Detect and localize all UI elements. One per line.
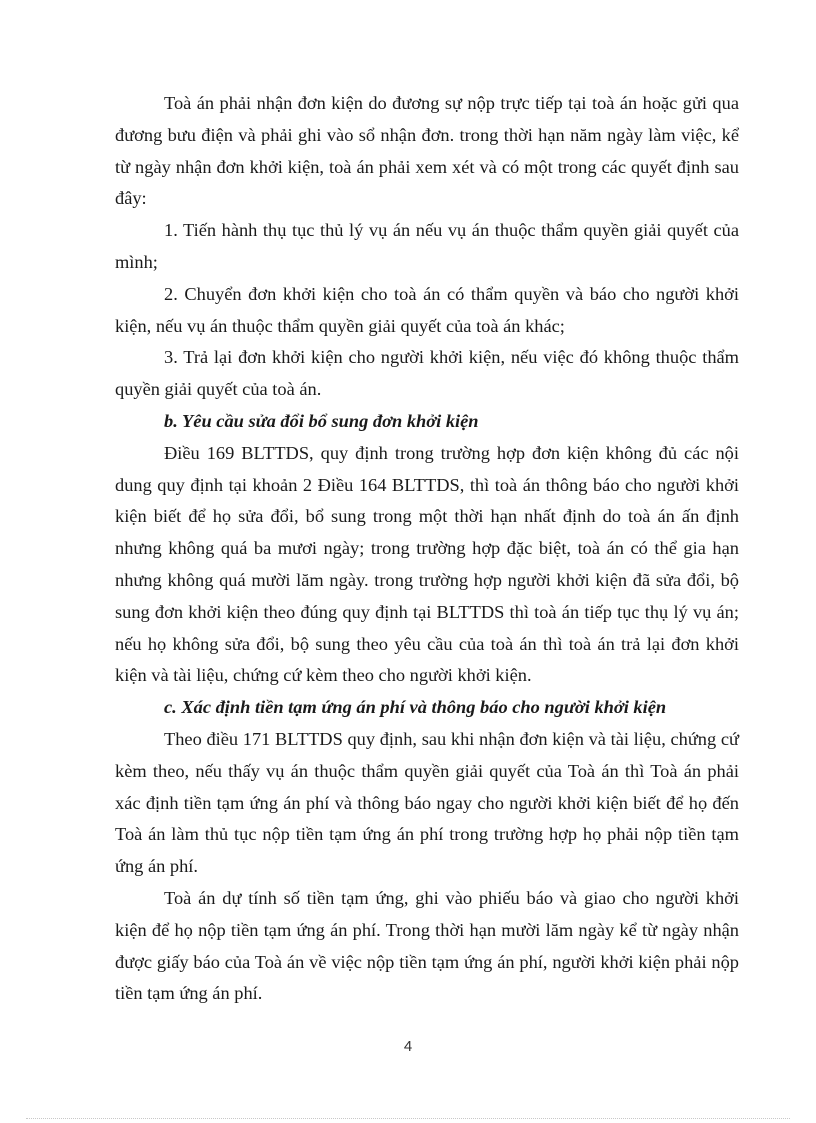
- list-item-accept-case: 1. Tiến hành thụ tục thủ lý vụ án nếu vụ án thuộc thẩm quyền giải quyết của mình;: [115, 220, 739, 272]
- paragraph-article-171: Theo điều 171 BLTTDS quy định, sau khi nhận đơn kiện và tài liệu, chứng cứ kèm theo, nếu thấy vụ án thuộc thẩm quyền giải quyết của Toà án thì Toà án phải xác định tiền tạm ứng án phí và thông báo ngay cho người khởi kiện biết để họ đến Toà án làm thủ tục nộp tiền tạm ứng án phí trong trường hợp họ phải nộp tiền tạm ứng án phí.: [115, 728, 739, 877]
- section-heading-b: b. Yêu cầu sửa đổi bổ sung đơn khởi kiện: [164, 410, 479, 431]
- page-bottom-divider: [26, 1118, 790, 1119]
- document-body: [115, 88, 739, 1010]
- paragraph-article-169: Điều 169 BLTTDS, quy định trong trường hợp đơn kiện không đủ các nội dung quy định tại khoản 2 Điều 164 BLTTDS, thì toà án thông báo cho người khởi kiện biết để họ sửa đổi, bổ sung trong một thời hạn nhất định do toà án ấn định nhưng không quá ba mươi ngày; trong trường hợp đặc biệt, toà án có thể gia hạn nhưng không quá mười lăm ngày. trong trường hợp người khởi kiện đã sửa đổi, bộ sung đơn khởi kiện theo đúng quy định tại BLTTDS thì toà án tiếp tục thụ lý vụ án; nếu họ không sửa đổi, bộ sung theo yêu cầu của toà án thì toà án trả lại đơn khởi kiện và tài liệu, chứng cứ kèm theo cho người khởi kiện.: [115, 442, 739, 686]
- paragraph-advance-fee: Toà án dự tính số tiền tạm ứng, ghi vào phiếu báo và giao cho người khởi kiện để họ nộp tiền tạm ứng án phí. Trong thời hạn mười lăm ngày kể từ ngày nhận được giấy báo của Toà án về việc nộp tiền tạm ứng án phí, người khởi kiện phải nộp tiền tạm ứng án phí.: [115, 887, 739, 1004]
- section-heading-c: c. Xác định tiền tạm ứng án phí và thông báo cho người khởi kiện: [164, 697, 667, 718]
- list-item-transfer-case: 2. Chuyển đơn khởi kiện cho toà án có thẩm quyền và báo cho người khởi kiện, nếu vụ án thuộc thẩm quyền giải quyết của toà án khác;: [115, 283, 739, 336]
- list-item-return-petition: 3. Trả lại đơn khởi kiện cho người khởi kiện, nếu việc đó không thuộc thẩm quyền giải quyết của toà án.: [115, 347, 739, 400]
- page-number: 4: [403, 1038, 413, 1055]
- paragraph-court-receipt: Toà án phải nhận đơn kiện do đương sự nộp trực tiếp tại toà án hoặc gửi qua đương bưu điện và phải ghi vào sổ nhận đơn. trong thời hạn năm ngày làm việc, kể từ ngày nhận đơn khởi kiện, toà án phải xem xét và có một trong các quyết định sau đây:: [115, 93, 739, 209]
